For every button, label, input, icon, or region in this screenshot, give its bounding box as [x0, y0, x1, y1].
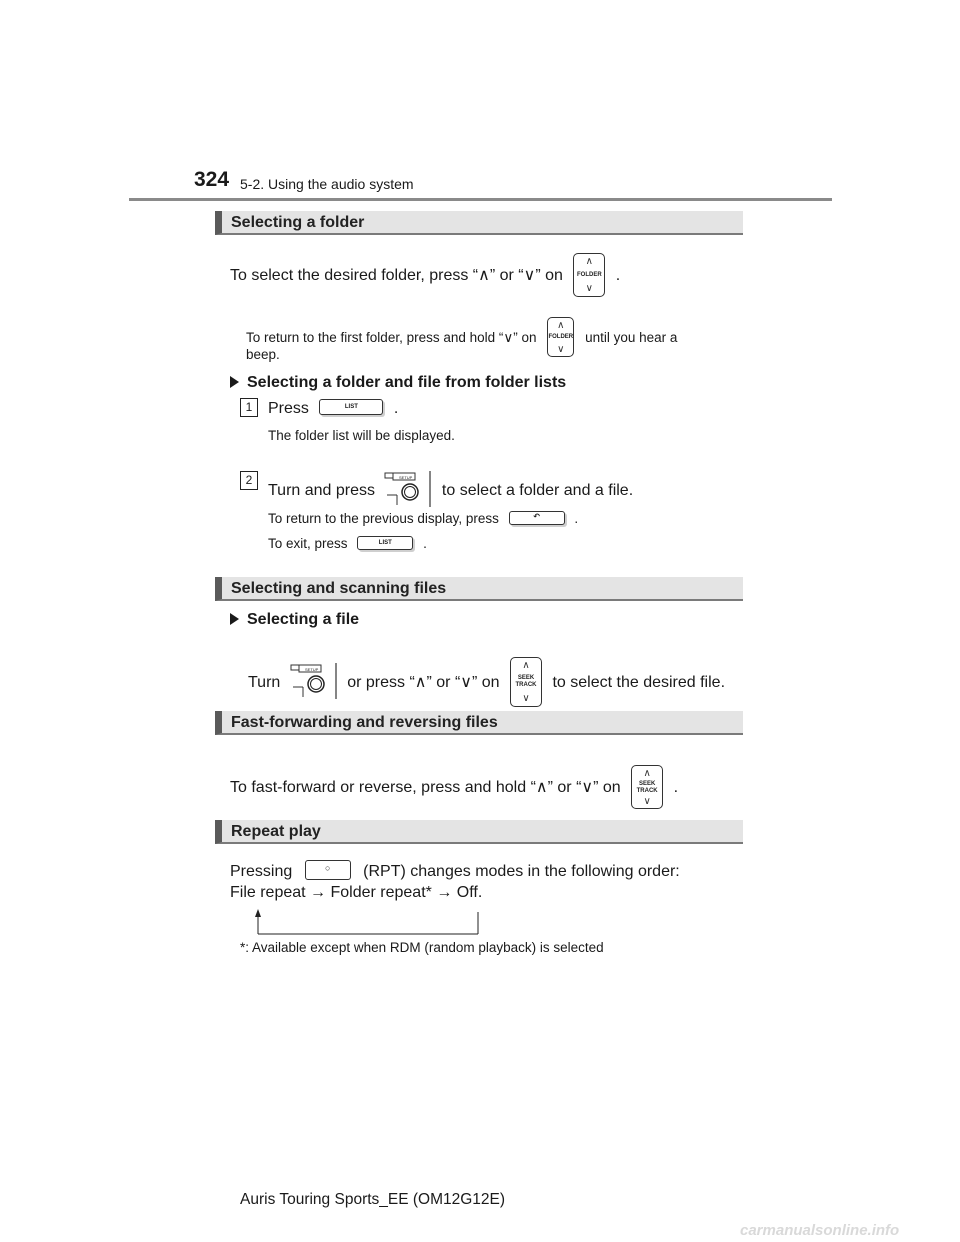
section-title: Selecting a folder — [231, 214, 365, 231]
folder-rocker-icon: ∧ FOLDER ∨ — [573, 253, 605, 297]
step-number: 1 — [240, 398, 258, 417]
list-button-icon: LIST — [319, 399, 383, 415]
repeat-cycle-arrow-icon — [250, 908, 482, 936]
page-number: 324 — [194, 168, 230, 191]
step1-text: Press LIST . — [268, 400, 399, 417]
back-button-icon: ↶ — [509, 511, 565, 525]
tune-select-knob-icon — [383, 471, 433, 507]
subheading-folder-lists: Selecting a folder and file from folder lists — [230, 374, 566, 392]
section-heading-scan — [215, 577, 743, 601]
repeat-footnote: *: Available except when RDM (random playback) is selected — [240, 940, 604, 955]
bullet-icon — [230, 613, 239, 625]
folder-instruction: To select the desired folder, press “∧” or “∨” on ∧ FOLDER ∨ . — [230, 253, 620, 297]
repeat-instruction: Pressing ○ (RPT) changes modes in the following order: — [230, 860, 680, 881]
footer-model: Auris Touring Sports_EE (OM12G12E) — [240, 1191, 506, 1208]
header-rule — [129, 198, 832, 201]
folder-note: To return to the first folder, press and hold “∨” on ∧ FOLDER ∨ until you hear a — [246, 317, 677, 357]
rpt-button-icon: ○ — [305, 860, 351, 880]
section-heading-repeat — [215, 820, 743, 844]
step2-note-exit: To exit, press LIST . — [268, 536, 427, 551]
folder-rocker-icon: ∧ FOLDER ∨ — [547, 317, 574, 357]
section-title: Fast-forwarding and reversing files — [231, 714, 498, 731]
instruction-text: To select the desired folder, press “∧” or “∨” on — [230, 267, 563, 284]
running-head: 5-2. Using the audio system — [240, 176, 414, 192]
svg-text:SETUP: SETUP — [304, 667, 319, 672]
section-heading-folder — [215, 211, 743, 235]
step2-note-back: To return to the previous display, press ↶ . — [268, 511, 579, 526]
seek-track-rocker-icon: ∧ SEEK TRACK ∨ — [510, 657, 542, 707]
step1-note: The folder list will be displayed. — [268, 428, 455, 443]
tune-select-knob-icon — [289, 663, 339, 699]
step2-text: Turn and press SETUP to select a folder and a file. — [268, 471, 633, 507]
seek-track-rocker-icon: ∧ SEEK TRACK ∨ — [631, 765, 663, 809]
folder-note-line2: beep. — [246, 347, 280, 362]
watermark: carmanualsonline.info — [740, 1222, 900, 1239]
svg-text:SETUP: SETUP — [399, 475, 413, 480]
fast-instruction: To fast-forward or reverse, press and hold “∧” or “∨” on ∧ SEEK TRACK ∨ . — [230, 765, 678, 809]
section-title: Repeat play — [231, 823, 321, 840]
subheading-select-file: Selecting a file — [230, 611, 359, 629]
repeat-order: File repeat → Folder repeat* → Off. — [230, 884, 483, 901]
bullet-icon — [230, 376, 239, 388]
step-number: 2 — [240, 471, 258, 490]
list-button-icon: LIST — [357, 536, 413, 550]
section-title: Selecting and scanning files — [231, 580, 447, 597]
select-file-instruction: Turn SETUP or press “∧” or “∨” on ∧ SEEK TRACK ∨ to select the desired file. — [248, 657, 725, 707]
section-heading-fast — [215, 711, 743, 735]
